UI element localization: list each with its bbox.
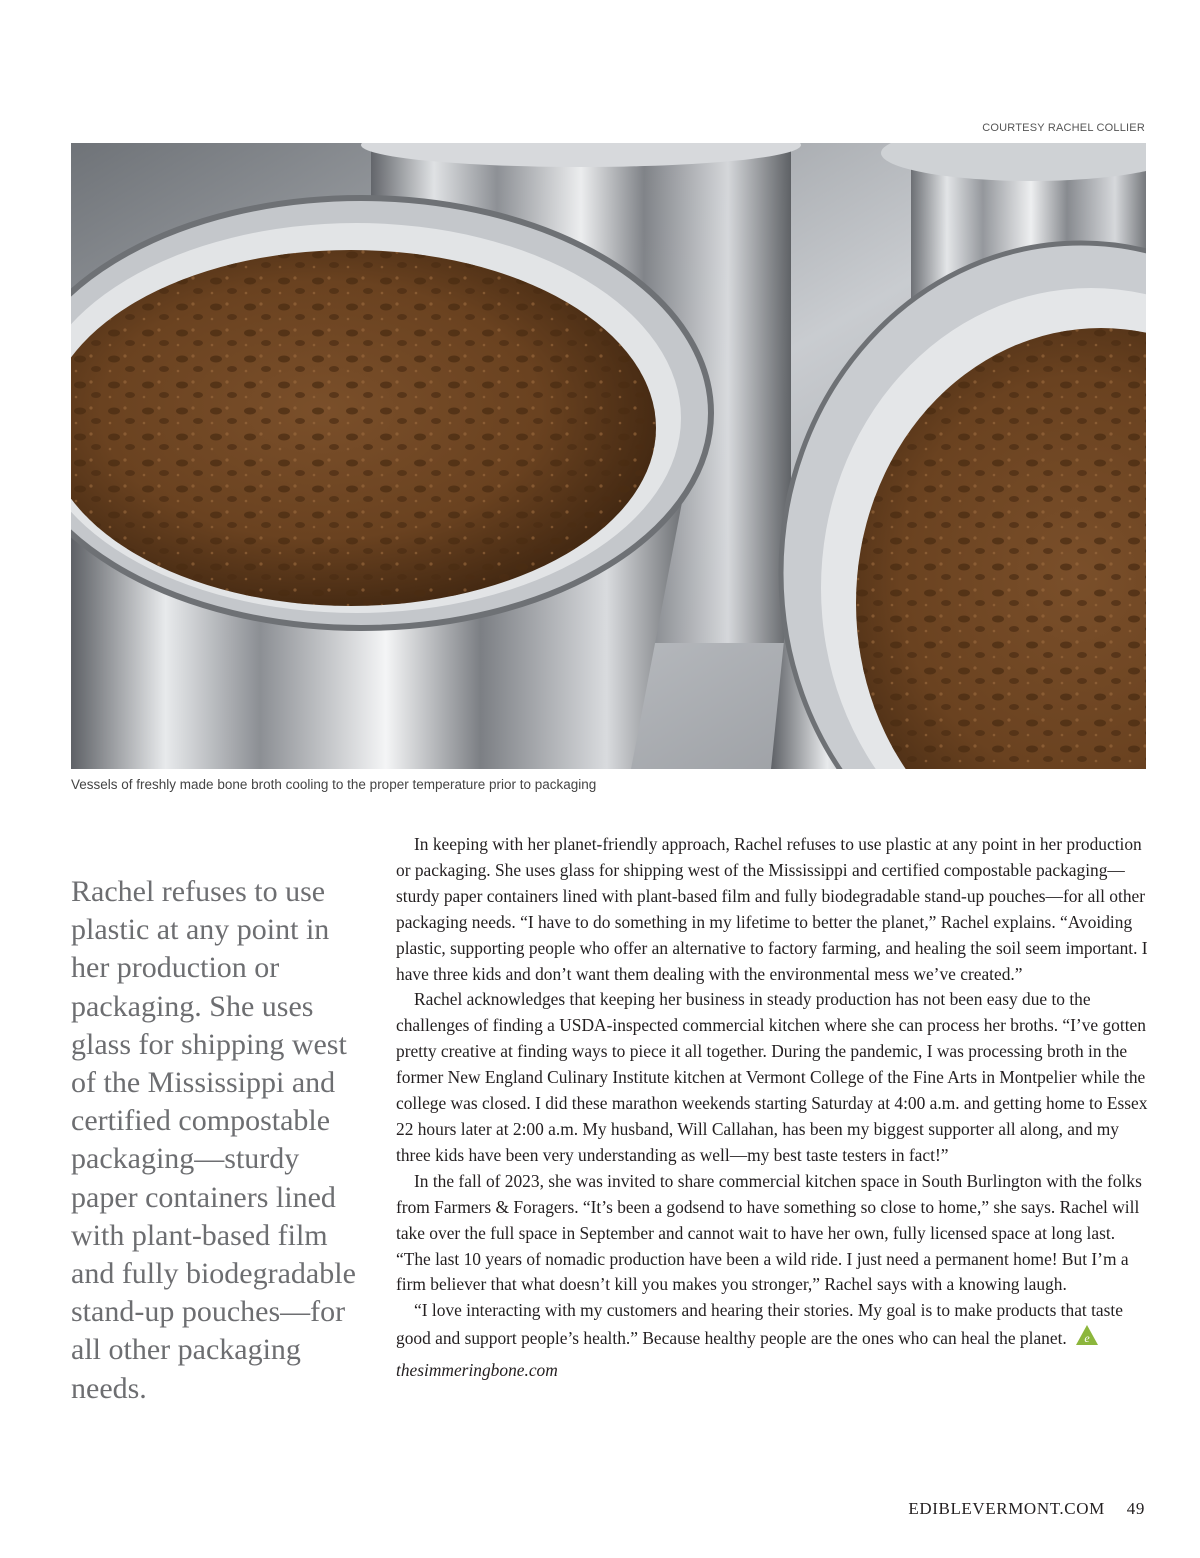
- article-paragraph: [396, 1298, 1148, 1352]
- article-paragraph-text: “I love interacting with my customers and hearing their stories. My goal is to make products that taste good and support people’s health.” Because healthy people are the ones who can heal the planet.: [396, 1300, 1123, 1349]
- page-number: 49: [1126, 1499, 1145, 1518]
- photo-caption: Vessels of freshly made bone broth cooling to the proper temperature prior to packaging: [71, 777, 597, 792]
- edible-leaf-icon: [1075, 1324, 1099, 1346]
- pull-quote: Rachel refuses to use plastic at any point in her production or packaging. She uses glass for shipping west of the Mississippi and certified compostable packaging—sturdy paper containers lined with plant-based film and fully biodegradable stand-up pouches—for all other packaging needs.: [71, 875, 356, 1405]
- photo-credit: COURTESY RACHEL COLLIER: [982, 122, 1145, 134]
- publication-name: EDIBLEVERMONT.COM: [908, 1499, 1105, 1518]
- article-paragraph: In the fall of 2023, she was invited to share commercial kitchen space in South Burlington with the folks from Farmers & Foragers. “It’s been a godsend to have something so close to home,” she says. Rachel will take over the full space in September and cannot wait to have her own, fully licensed space at long last. “The last 10 years of nomadic production have been a wild ride. I just need a permanent home! But I’m a firm believer that what doesn’t kill you makes you stronger,” Rachel says with a knowing laugh.: [396, 1170, 1142, 1295]
- page-footer: [908, 1499, 1145, 1519]
- article-paragraph: In keeping with her planet-friendly approach, Rachel refuses to use plastic at any point in her production or packaging. She uses glass for shipping west of the Mississippi and certified compostable packaging—sturdy paper containers lined with plant-based film and fully biodegradable stand-up pouches—for all other packaging needs. “I have to do something in my lifetime to better the planet,” Rachel explains. “Avoiding plastic, supporting people who offer an alternative to factory farming, and healing the soil seem important. I have three kids and don’t want them dealing with the environmental mess we’ve created.”: [396, 834, 1148, 984]
- website-link[interactable]: thesimmeringbone.com: [396, 1360, 558, 1381]
- article-paragraph: Rachel acknowledges that keeping her business in steady production has not been easy due to the challenges of finding a USDA-inspected commercial kitchen where she can process her broths. “I’ve gotten pretty creative at finding ways to piece it all together. During the pandemic, I was processing broth in the former New England Culinary Institute kitchen at Vermont College of the Fine Arts in Montpelier while the college was closed. I did these marathon weekends starting Saturday at 4:00 a.m. and getting home to Essex 22 hours later at 2:00 a.m. My husband, Will Callahan, has been my biggest supporter all along, and my three kids have been very understanding as well—my best taste testers in fact!”: [396, 989, 1148, 1165]
- end-mark-glyph: e: [1084, 1331, 1090, 1346]
- article-body: [396, 832, 1148, 1384]
- bone-broth-photo: [71, 143, 1146, 769]
- broth-vessels-image: [71, 143, 1146, 769]
